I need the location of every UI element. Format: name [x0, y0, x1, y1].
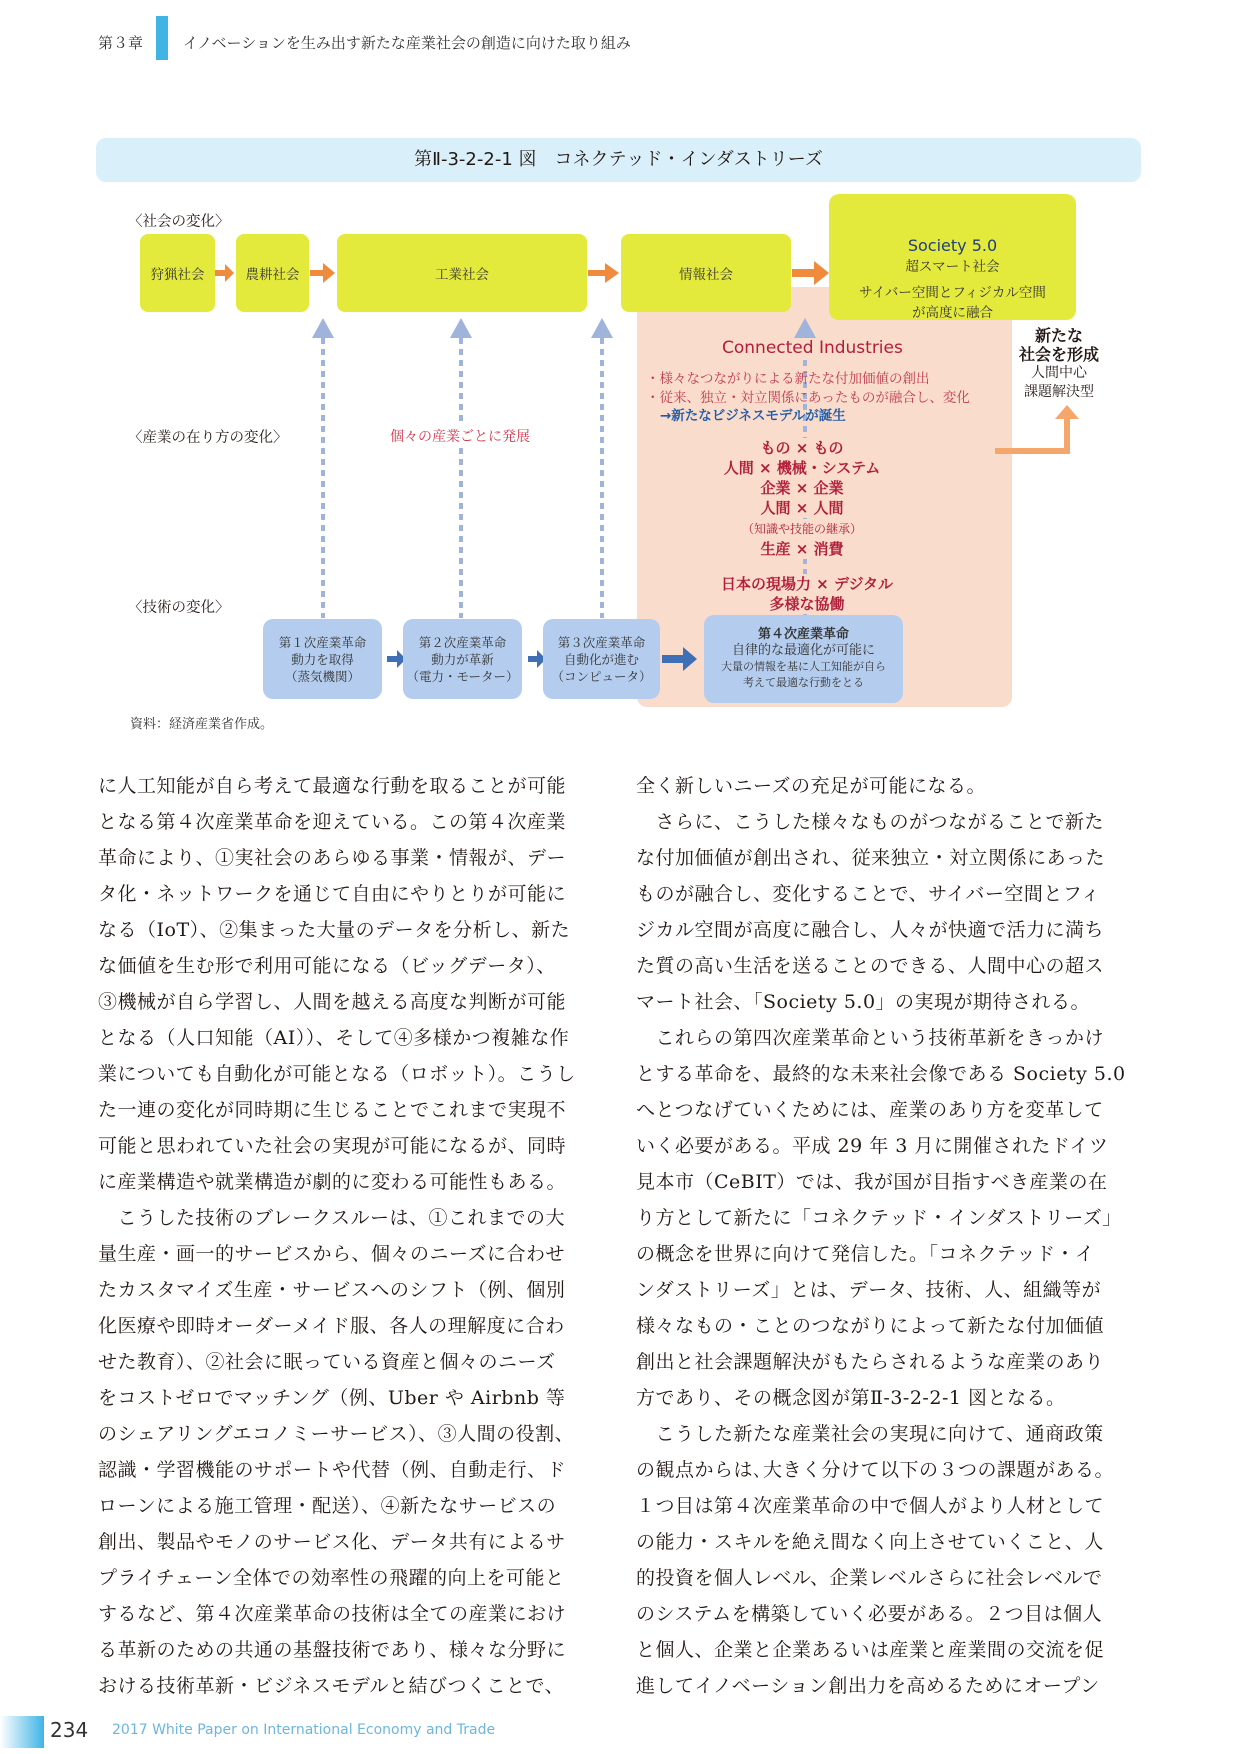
left-line: こうした技術のブレークスルーは、①これまでの大 [98, 1207, 566, 1229]
pair-note: （知識や技能の継承） [742, 519, 862, 539]
new-society-line-2: 社会を形成 [1018, 345, 1099, 364]
stage-agrarian: 農耕社会 [236, 234, 309, 312]
figure-title: 第Ⅱ-3-2-2-1 図 コネクテッド・インダストリーズ [414, 149, 823, 170]
left-line: 革命により、①実社会のあらゆる事業・情報が、デー [98, 847, 567, 869]
revolution-2-line-3: （電力・モーター） [406, 668, 519, 684]
right-line: 見本市（CeBIT）では、我が国が目指すべき産業の在 [636, 1171, 1108, 1193]
revolution-2-line-2: 動力が革新 [431, 651, 494, 667]
left-line: たカスタマイズ生産・サービスへのシフト（例、個別 [98, 1279, 566, 1301]
revolution-2-title: 第２次産業革命 [418, 634, 507, 650]
revolution-4-line-3: 大量の情報を基に人工知能が自ら [721, 660, 886, 673]
arrow-to-new-society-head [1055, 405, 1079, 419]
left-line: せた教育）、②社会に眠っている資産と個々のニーズ [98, 1351, 556, 1373]
left-line: 可能と思われていた社会の実現が可能になるが、同時 [98, 1135, 567, 1157]
footer-accent-bar [0, 1716, 44, 1748]
revolution-4-line-4: 考えて最適な行動をとる [743, 676, 864, 689]
left-line: おける技術革新・ビジネスモデルと結びつくことで、 [98, 1675, 565, 1697]
stage-hunting: 狩猟社会 [140, 234, 215, 312]
society5-desc-2: が高度に融合 [912, 305, 993, 321]
right-line: 全く新しいニーズの充足が可能になる。 [636, 775, 987, 797]
right-line: のシステムを構築していく必要がある。２つ目は個人 [636, 1603, 1103, 1625]
revolution-1-line-2: 動力を取得 [291, 651, 354, 667]
revolution-3-line-2: 自動化が進む [563, 651, 639, 667]
society5-name: Society 5.0 [907, 236, 998, 255]
chapter-title: イノベーションを生み出す新たな産業社会の創造に向けた取り組み [183, 34, 631, 52]
right-line: た質の高い生活を送ることのできる、人間中心の超ス [636, 955, 1105, 977]
right-line: 様々なもの・ことのつながりによって新たな付加価値 [636, 1315, 1105, 1337]
revolution-3-title: 第３次産業革命 [557, 634, 646, 650]
left-line: 業についても自動化が可能となる（ロボット）。こうし [98, 1063, 576, 1085]
right-line: と個人、企業と企業あるいは産業と産業間の交流を促 [636, 1639, 1105, 1661]
left-line: ローンによる施工管理・配送）、④新たなサービスの [98, 1495, 557, 1517]
right-line: ンダストリーズ」とは、データ、技術、人、組織等が [636, 1279, 1102, 1301]
pair-1: もの × もの [760, 439, 844, 457]
dash-arrowhead-1 [312, 318, 334, 338]
arrow-industrial-information [588, 263, 619, 283]
left-line: なる（IoT）、②集まった大量のデータを分析し、新た [98, 919, 571, 941]
body-left-column [98, 768, 576, 1704]
right-line: マート社会、「Society 5.0」の実現が期待される。 [636, 991, 1091, 1013]
row-label-industry: 〈産業の在り方の変化〉 [128, 430, 288, 446]
right-line: これらの第四次産業革命という技術革新をきっかけ [636, 1027, 1105, 1049]
left-line: 化医療や即時オーダーメイド服、各人の理解度に合わ [98, 1315, 565, 1337]
right-line: の能力・スキルを絶え間なく向上させていくこと、人 [636, 1531, 1104, 1553]
revolution-4-line-2: 自律的な最適化が可能に [731, 643, 875, 658]
revolution-3 [543, 619, 660, 699]
japan-block [637, 574, 977, 614]
connected-arrow-line: →新たなビジネスモデルが誕生 [660, 408, 846, 424]
japan-line-1: 日本の現場力 × デジタル [720, 575, 894, 593]
pair-4: 人間 × 人間 [760, 499, 844, 517]
arrow-to-new-society [995, 415, 1067, 451]
revolution-4 [704, 615, 903, 703]
pair-2: 人間 × 機械・システム [723, 459, 881, 477]
left-line: となる（人口知能（AI））、そして④多様かつ複雑な作 [98, 1027, 570, 1049]
connected-bullet-2: ・従来、独立・対立関係にあったものが融合し、変化 [646, 390, 970, 406]
right-line: とする革命を、最終的な未来社会像である Society 5.0 [636, 1063, 1126, 1085]
left-line: に産業構造や就業構造が劇的に変わる可能性もある。 [98, 1171, 567, 1193]
arrow-rev-3-4 [662, 647, 697, 671]
right-line: ものが融合し、変化することで、サイバー空間とフィ [636, 883, 1101, 905]
right-line: さらに、こうした様々なものがつながることで新た [636, 811, 1105, 833]
connected-title: Connected Industries [722, 338, 903, 358]
dash-arrowhead-2 [450, 318, 472, 338]
new-society-block [1004, 326, 1114, 402]
new-society-line-4: 課題解決型 [1024, 384, 1094, 400]
left-line: となる第４次産業革命を迎えている。この第４次産業 [98, 811, 567, 833]
right-line: いく必要がある。平成 29 年 3 月に開催されたドイツ [636, 1135, 1109, 1157]
right-line: へとつなげていくためには、産業のあり方を変革して [636, 1099, 1104, 1121]
body-right-column [636, 768, 1126, 1704]
individual-development-label: 個々の産業ごとに発展 [390, 426, 530, 446]
arrow-agrarian-industrial [310, 263, 335, 283]
left-line: ③機械が自ら学習し、人間を越える高度な判断が可能 [98, 991, 567, 1013]
right-line: の観点からは､大きく分けて以下の３つの課題がある。 [636, 1459, 1115, 1481]
left-line: な価値を生む形で利用可能になる（ビッグデータ）、 [98, 955, 556, 977]
page-number: 234 [50, 1718, 89, 1742]
left-line: 創出、製品やモノのサービス化、データ共有によるサ [98, 1531, 566, 1553]
left-line: のシェアリングエコノミーサービス）、③人間の役割、 [98, 1423, 575, 1445]
revolution-1-title: 第１次産業革命 [278, 634, 367, 650]
left-line: プライチェーン全体での効率性の飛躍的向上を可能と [98, 1567, 565, 1589]
figure-source: 資料：経済産業省作成。 [130, 717, 274, 732]
right-line: な付加価値が創出され、従来独立・対立関係にあった [636, 847, 1105, 869]
left-line: するなど、第４次産業革命の技術は全ての産業におけ [98, 1603, 567, 1625]
right-line: 的投資を個人レベル、企業レベルさらに社会レベルで [636, 1567, 1103, 1589]
right-line: 方であり、その概念図が第Ⅱ-3-2-2-1 図となる。 [636, 1387, 1066, 1409]
left-line: に人工知能が自ら考えて最適な行動を取ることが可能 [98, 775, 567, 797]
new-society-line-3: 人間中心 [1031, 365, 1087, 381]
left-line: る革新のための共通の基盤技術であり、様々な分野に [98, 1639, 567, 1661]
japan-line-2: 多様な協働 [769, 595, 845, 613]
society5-desc-1: サイバー空間とフィジカル空間 [859, 285, 1046, 301]
left-line: 量生産・画一的サービスから、個々のニーズに合わせ [98, 1243, 566, 1265]
chapter-label: 第３章 [98, 34, 144, 52]
revolution-3-line-3: （コンピュータ） [551, 668, 652, 684]
row-label-society: 〈社会の変化〉 [128, 214, 230, 230]
society5-subtitle: 超スマート社会 [905, 259, 1000, 275]
stage-industrial: 工業社会 [337, 234, 587, 312]
right-line: の概念を世界に向けて発信した。「コネクテッド・イ [636, 1243, 1095, 1265]
revolution-2 [403, 619, 522, 699]
right-line: 進してイノベーション創出力を高めるためにオープン [636, 1675, 1100, 1697]
right-line: ジカル空間が高度に融合し、人々が快適で活力に満ち [636, 919, 1105, 941]
right-line: こうした新たな産業社会の実現に向けて、通商政策 [636, 1423, 1104, 1445]
left-line: タ化・ネットワークを通じて自由にやりとりが可能に [98, 883, 567, 905]
dash-arrowhead-3 [591, 318, 613, 338]
left-line: 認識・学習機能のサポートや代替（例、自動走行、ド [98, 1459, 567, 1481]
footer-title: 2017 White Paper on International Economy and Trade [112, 1722, 496, 1738]
new-society-line-1: 新たな [1034, 326, 1083, 345]
right-line: り方として新たに「コネクテッド・インダストリーズ」 [636, 1207, 1122, 1229]
pair-3: 企業 × 企業 [760, 479, 844, 497]
dash-arrowhead-4 [794, 318, 816, 338]
left-line: た一連の変化が同時期に生じることでこれまで実現不 [98, 1099, 567, 1121]
pair-last: 生産 × 消費 [760, 540, 844, 558]
revolution-4-title: 第４次産業革命 [757, 627, 849, 642]
right-line: 創出と社会課題解決がもたらされるような産業のあり [636, 1351, 1105, 1373]
left-line: をコストゼロでマッチング（例、Uber や Airbnb 等 [98, 1387, 566, 1409]
revolution-1-line-3: （蒸気機関） [284, 668, 360, 684]
stage-information: 情報社会 [621, 234, 791, 312]
arrow-information-society5 [792, 261, 829, 285]
connected-pairs [637, 438, 967, 559]
right-line: １つ目は第４次産業革命の中で個人がより人材として [636, 1495, 1105, 1517]
revolution-1 [263, 619, 382, 699]
row-label-technology: 〈技術の変化〉 [128, 600, 230, 616]
arrow-hunting-agrarian [215, 264, 234, 282]
connected-bullet-1: ・様々なつながりによる新たな付加価値の創出 [646, 371, 930, 387]
